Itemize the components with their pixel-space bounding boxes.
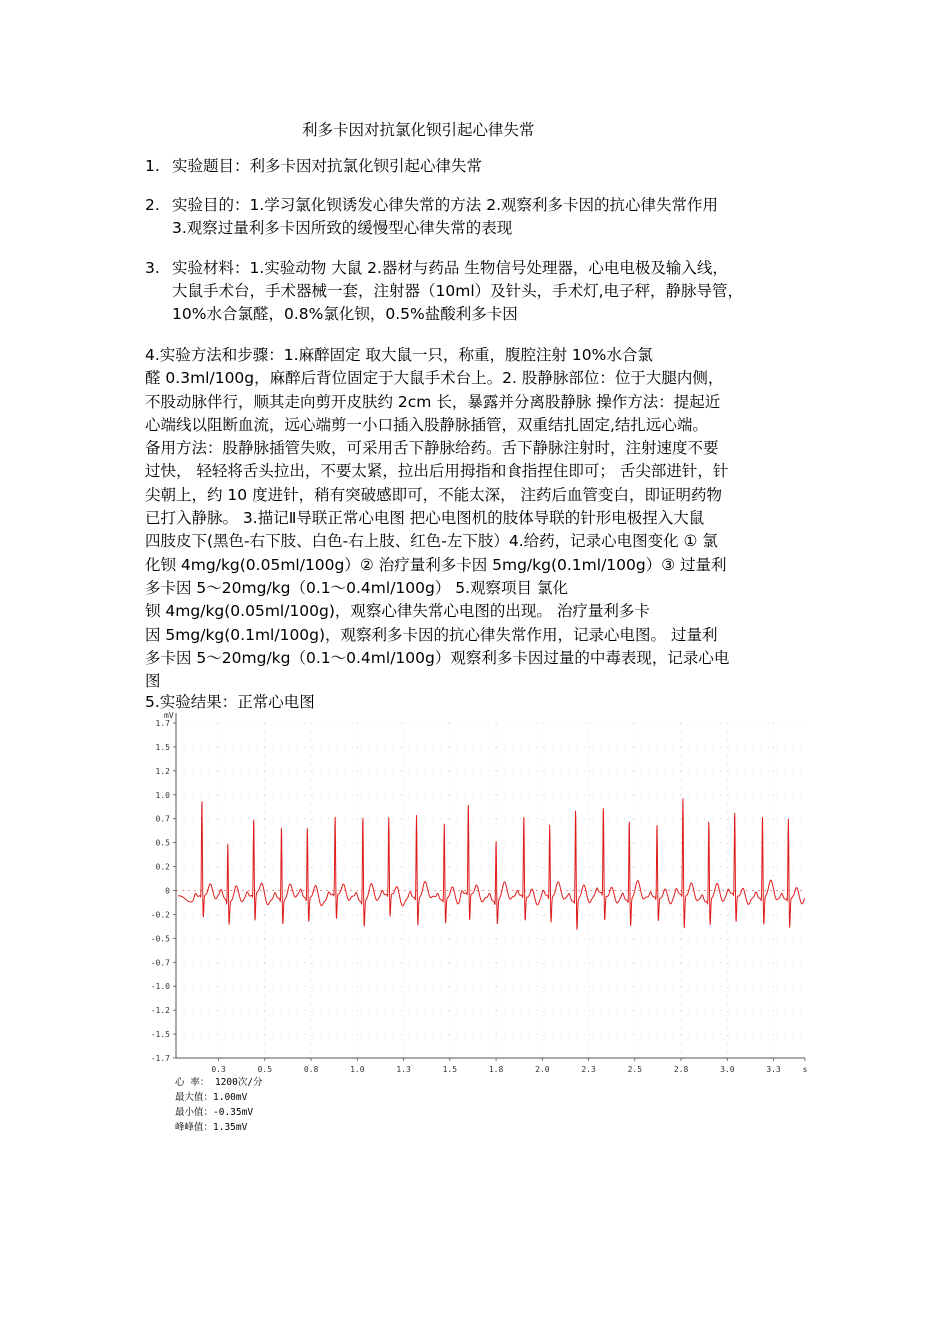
x-tick-label: 1.5 bbox=[442, 1065, 458, 1073]
heart-rate: 心 率： 1200次/分 bbox=[175, 1077, 263, 1088]
y-tick-label: 1.2 bbox=[155, 766, 170, 776]
y-tick-label: 0.2 bbox=[155, 862, 170, 872]
method-line: 已打入静脉。 3.描记Ⅱ导联正常心电图 把心电图机的肢体导联的针形电极捏入大鼠 bbox=[145, 509, 705, 528]
x-tick-label: 2.3 bbox=[581, 1065, 596, 1073]
x-tick-label: 3.3 bbox=[766, 1065, 781, 1073]
method-line: 化钡 4mg/kg(0.05ml/100g）② 治疗量利多卡因 5mg/kg(0.1ml/100g）③ 过量利 bbox=[145, 555, 727, 574]
y-tick-label: -1.5 bbox=[150, 1030, 170, 1040]
method-line: 多卡因 5～20mg/kg（0.1～0.4ml/100g）观察利多卡因过量的中毒表现，记录心电 bbox=[145, 648, 730, 667]
y-tick-label: 1.0 bbox=[155, 790, 170, 800]
min-value: 最小值：-0.35mV bbox=[175, 1107, 254, 1118]
x-tick-label: 3.0 bbox=[720, 1065, 735, 1073]
method-line: 醛 0.3ml/100g，麻醉后背位固定于大鼠手术台上。2. 股静脉部位：位于大腿内侧， bbox=[145, 369, 724, 388]
result-label: 5.实验结果：正常心电图 bbox=[145, 693, 315, 711]
x-tick-label: 0.3 bbox=[211, 1065, 226, 1073]
y-tick-label: -0.5 bbox=[150, 934, 170, 944]
ecg-chart bbox=[150, 708, 815, 1073]
section-text: 10%水合氯醛，0.8%氯化钡，0.5%盐酸利多卡因 bbox=[172, 305, 518, 323]
method-line: 心端线以阻断血流，远心端剪一小口插入股静脉插管，双重结扎固定,结扎远心端。 bbox=[145, 415, 708, 434]
x-tick-label: 1.8 bbox=[488, 1065, 504, 1073]
section-text: 大鼠手术台，手术器械一套，注射器（10ml）及针头，手术灯,电子秤，静脉导管， bbox=[172, 282, 744, 300]
y-axis-label: mV bbox=[164, 711, 174, 720]
x-tick-label: 1.3 bbox=[396, 1065, 411, 1073]
method-line: 钡 4mg/kg(0.05ml/100g)，观察心律失常心电图的出现。 治疗量利多卡 bbox=[145, 602, 650, 621]
section-number: 3. bbox=[145, 259, 160, 277]
y-tick-label: 0.5 bbox=[155, 838, 170, 848]
document-title: 利多卡因对抗氯化钡引起心律失常 bbox=[302, 121, 535, 139]
section-text: 实验题目：利多卡因对抗氯化钡引起心律失常 bbox=[172, 157, 483, 175]
max-value: 最大值：1.00mV bbox=[175, 1092, 248, 1103]
method-line: 四肢皮下(黑色-右下肢、白色-右上肢、红色-左下肢）4.给药，记录心电图变化 ① 氯 bbox=[145, 532, 718, 551]
method-line: 备用方法：股静脉插管失败，可采用舌下静脉给药。舌下静脉注射时，注射速度不要 bbox=[145, 439, 719, 458]
ecg-line bbox=[178, 799, 805, 930]
x-tick-label: 0.8 bbox=[303, 1065, 319, 1073]
method-line: 过快， 轻轻将舌头拉出，不要太紧，拉出后用拇指和食指捏住即可； 舌尖部进针，针 bbox=[145, 462, 729, 481]
method-line: 因 5mg/kg(0.1ml/100g)，观察利多卡因的抗心律失常作用，记录心电图。 过量利 bbox=[145, 625, 718, 644]
y-tick-label: -0.2 bbox=[150, 910, 170, 920]
method-line: 图 bbox=[145, 672, 161, 691]
x-tick-label: 0.5 bbox=[257, 1065, 273, 1073]
method-line: 4.实验方法和步骤：1.麻醉固定 取大鼠一只，称重，腹腔注射 10%水合氯 bbox=[145, 346, 653, 364]
chart-axes bbox=[176, 713, 805, 1058]
peak-to-peak-value: 峰峰值：1.35mV bbox=[175, 1122, 248, 1133]
section-text: 3.观察过量利多卡因所致的缓慢型心律失常的表现 bbox=[172, 219, 513, 237]
x-tick-label: s bbox=[802, 1065, 808, 1073]
section-number: 1. bbox=[145, 157, 160, 175]
section-text: 实验目的：1.学习氯化钡诱发心律失常的方法 2.观察利多卡因的抗心律失常作用 bbox=[172, 196, 719, 214]
x-tick-label: 2.8 bbox=[673, 1065, 689, 1073]
method-line: 不股动脉伴行，顺其走向剪开皮肤约 2cm 长，暴露并分离股静脉 操作方法：提起近 bbox=[145, 392, 721, 411]
method-paragraph bbox=[145, 344, 810, 693]
ecg-stats bbox=[175, 1075, 263, 1135]
y-tick-label: 1.5 bbox=[155, 742, 170, 752]
section-3 bbox=[145, 257, 825, 326]
y-tick-label: 0 bbox=[165, 886, 170, 896]
section-text: 实验材料：1.实验动物 大鼠 2.器材与药品 生物信号处理器，心电电极及输入线， bbox=[172, 259, 728, 277]
section-2 bbox=[145, 194, 825, 240]
y-tick-label: -0.7 bbox=[150, 958, 170, 968]
x-tick-labels bbox=[211, 1058, 807, 1073]
x-tick-label: 2.0 bbox=[535, 1065, 550, 1073]
method-line: 尖朝上，约 10 度进针，稍有突破感即可，不能太深， 注药后血管变白，即证明药物 bbox=[145, 485, 723, 504]
x-tick-label: 2.5 bbox=[627, 1065, 643, 1073]
chart-grid bbox=[176, 723, 805, 1058]
y-tick-label: -1.7 bbox=[150, 1054, 170, 1063]
section-number: 2. bbox=[145, 196, 160, 214]
x-tick-label: 1.0 bbox=[350, 1065, 365, 1073]
y-tick-labels bbox=[151, 719, 176, 1063]
ecg-trace bbox=[178, 799, 805, 930]
y-tick-label: -1.2 bbox=[150, 1006, 170, 1016]
section-1 bbox=[145, 155, 825, 178]
y-tick-label: 1.7 bbox=[155, 719, 170, 728]
y-tick-label: 0.7 bbox=[155, 814, 170, 824]
method-line: 多卡因 5～20mg/kg（0.1～0.4ml/100g） 5.观察项目 氯化 bbox=[145, 578, 568, 597]
y-tick-label: -1.0 bbox=[150, 982, 170, 992]
